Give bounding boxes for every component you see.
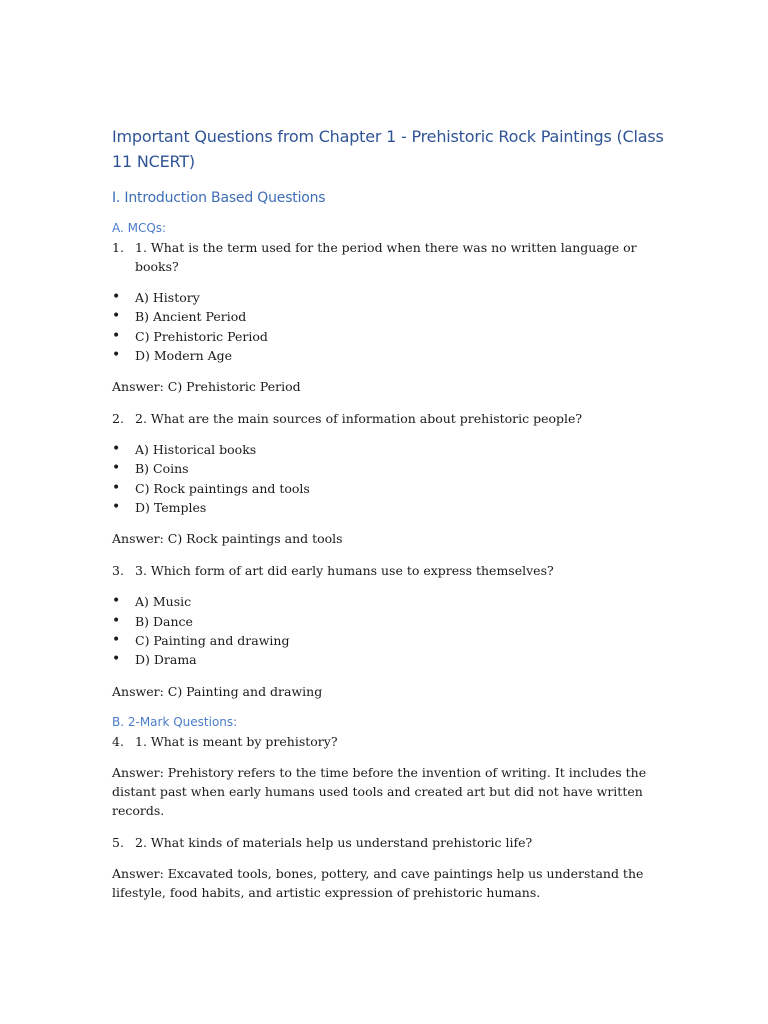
question-number: 2. bbox=[112, 411, 124, 427]
option-text: B) Dance bbox=[135, 613, 193, 629]
option-item bbox=[112, 498, 672, 517]
question-number: 4. bbox=[112, 733, 124, 749]
document-title: Important Questions from Chapter 1 - Prehistoric Rock Paintings (Class 11 NCERT) bbox=[112, 127, 664, 171]
answer-text: Answer: C) Painting and drawing bbox=[112, 683, 323, 699]
option-text: B) Ancient Period bbox=[135, 309, 247, 325]
question-item bbox=[112, 409, 672, 428]
bullet-icon: • bbox=[112, 499, 121, 516]
bullet-icon: • bbox=[112, 346, 121, 363]
option-item bbox=[112, 612, 672, 631]
bullet-icon: • bbox=[112, 593, 121, 610]
question-item bbox=[112, 833, 672, 852]
option-item bbox=[112, 592, 672, 611]
question-text: 1. What is meant by prehistory? bbox=[135, 733, 338, 749]
option-text: D) Modern Age bbox=[135, 347, 233, 363]
bullet-icon: • bbox=[112, 612, 121, 629]
bullet-icon: • bbox=[112, 327, 121, 344]
answer-text: Answer: Excavated tools, bones, pottery, and cave paintings help us understand the lifestyle, food habits, and artistic expression of prehistoric humans. bbox=[112, 865, 644, 900]
question-text: 2. What are the main sources of information about prehistoric people? bbox=[135, 411, 583, 427]
option-text: D) Temples bbox=[135, 500, 207, 516]
bullet-icon: • bbox=[112, 651, 121, 668]
option-text: C) Prehistoric Period bbox=[135, 328, 268, 344]
option-text: C) Rock paintings and tools bbox=[135, 480, 310, 496]
subheading-2-mark-questions: B. 2-Mark Questions: bbox=[112, 714, 238, 729]
question-text: 1. What is the term used for the period when there was no written language or books? bbox=[135, 240, 637, 274]
option-text: A) Music bbox=[135, 594, 192, 610]
option-text: C) Painting and drawing bbox=[135, 632, 290, 648]
question-number: 5. bbox=[112, 834, 124, 850]
bullet-icon: • bbox=[112, 479, 121, 496]
bullet-icon: • bbox=[112, 289, 121, 305]
option-item bbox=[112, 459, 672, 478]
option-item bbox=[112, 631, 672, 650]
subheading-mcqs: A. MCQs: bbox=[112, 221, 167, 235]
answer-text: Answer: C) Prehistoric Period bbox=[112, 379, 301, 395]
options-list bbox=[112, 288, 672, 365]
option-item bbox=[112, 288, 672, 307]
document-page bbox=[112, 124, 672, 915]
question-text: 2. What kinds of materials help us understand prehistoric life? bbox=[135, 834, 533, 850]
bullet-icon: • bbox=[112, 460, 121, 477]
answer-text: Answer: Prehistory refers to the time before the invention of writing. It includes the distant past when early humans used tools and created art but did not have written records. bbox=[112, 764, 647, 818]
question-item bbox=[112, 561, 672, 580]
option-item bbox=[112, 440, 672, 459]
option-item bbox=[112, 650, 672, 669]
option-item bbox=[112, 479, 672, 498]
option-text: A) Historical books bbox=[135, 442, 257, 458]
question-number: 3. bbox=[112, 563, 124, 579]
answer-text: Answer: C) Rock paintings and tools bbox=[112, 531, 343, 547]
question-item bbox=[112, 732, 672, 751]
options-list bbox=[112, 592, 672, 669]
option-text: B) Coins bbox=[135, 461, 189, 477]
options-list bbox=[112, 440, 672, 517]
option-text: D) Drama bbox=[135, 652, 197, 668]
question-item bbox=[112, 238, 672, 276]
question-text: 3. Which form of art did early humans use to express themselves? bbox=[135, 563, 554, 579]
option-item bbox=[112, 327, 672, 346]
bullet-icon: • bbox=[112, 441, 121, 458]
option-item bbox=[112, 307, 672, 326]
question-number: 1. bbox=[112, 240, 124, 255]
option-text: A) History bbox=[135, 290, 200, 305]
bullet-icon: • bbox=[112, 631, 121, 648]
option-item bbox=[112, 346, 672, 365]
section-heading-introduction: I. Introduction Based Questions bbox=[112, 190, 326, 206]
bullet-icon: • bbox=[112, 308, 121, 325]
